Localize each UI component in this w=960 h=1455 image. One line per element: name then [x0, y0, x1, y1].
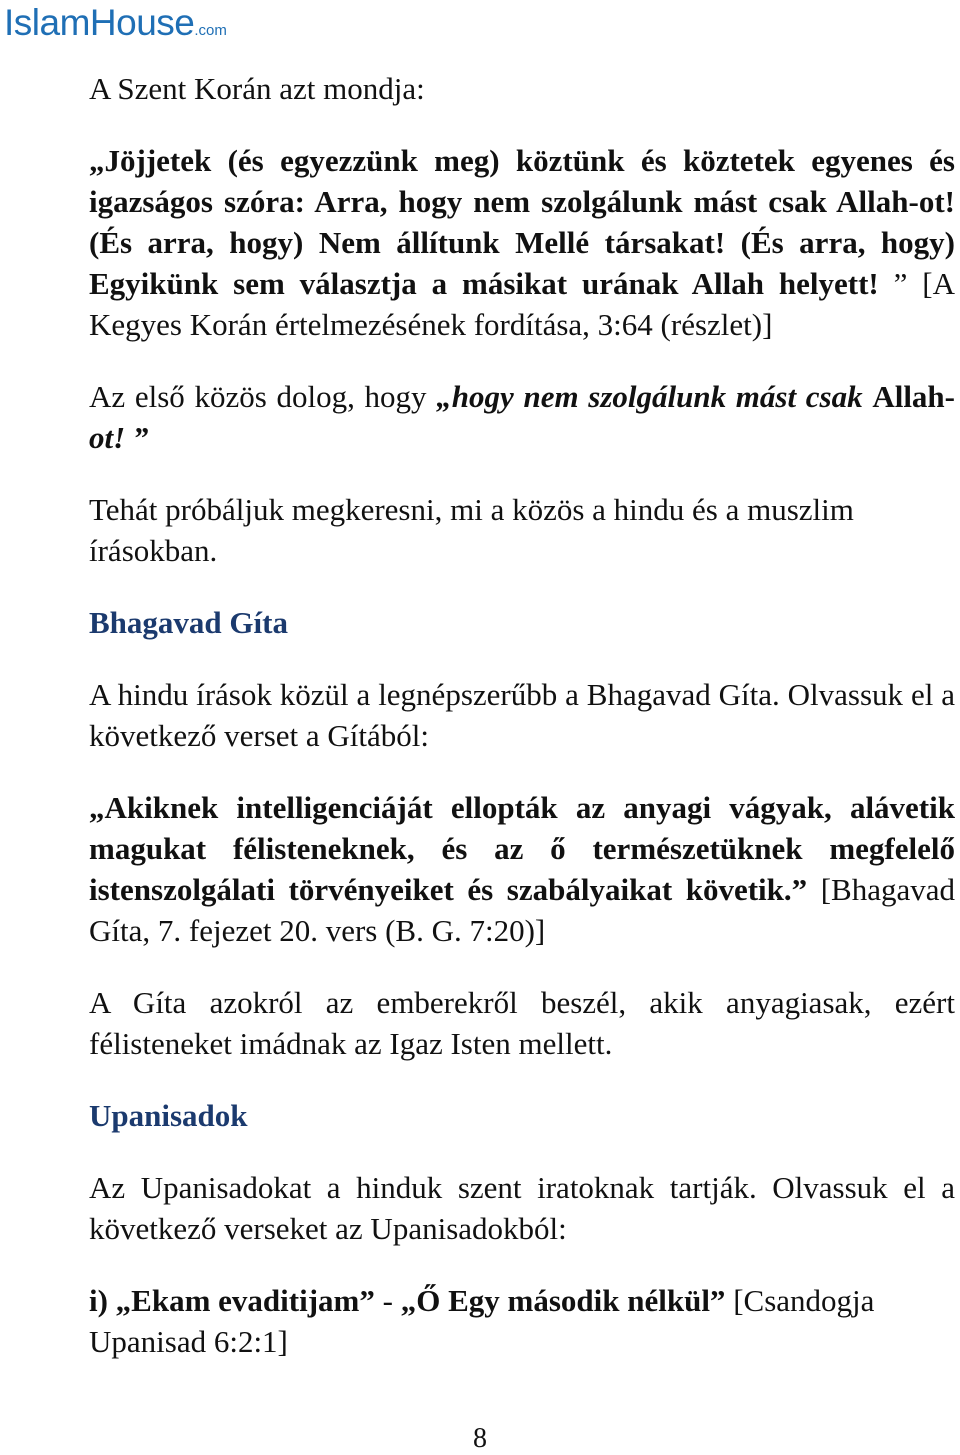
quran-quote-paragraph	[89, 140, 955, 345]
bhagavad-intro-paragraph: A hindu írások közül a legnépszerűbb a Bhagavad Gíta. Olvassuk el a következő verset a Gítából:	[89, 677, 955, 753]
intro-paragraph: A Szent Korán azt mondja:	[89, 71, 425, 106]
verse-1-reference: [Csandogja Upanisad 6:2:1]	[89, 1283, 875, 1359]
logo-suffix: .com	[194, 22, 227, 39]
first-common-allah: Allah-	[872, 379, 955, 414]
gita-quote: „Akiknek intelligenciáját ellopták az anyagi vágyak, alávetik magukat félisteneknek, és az ő természetüknek megfelelő istenszolgálati törvényeiket és szabályaikat követik.”	[89, 790, 955, 907]
page-number: 8	[473, 1423, 487, 1454]
bhagavad-gita-heading: Bhagavad Gíta	[89, 605, 288, 640]
gita-comment-paragraph: A Gíta azokról az emberekről beszél, akik anyagiasak, ezért félisteneket imádnak az Igaz Isten mellett.	[89, 985, 955, 1061]
first-common-paragraph	[89, 376, 955, 458]
gita-quote-paragraph	[89, 787, 955, 951]
verse-1-dash: -	[374, 1283, 401, 1318]
upanishads-heading: Upanisadok	[89, 1098, 248, 1133]
first-common-quote: „hogy nem szolgálunk mást csak	[436, 379, 873, 414]
page-content	[89, 66, 955, 1362]
quran-quote: „Jöjjetek (és egyezzünk meg) köztünk és köztetek egyenes és igazságos szóra: Arra, hogy nem szolgálunk mást csak Allah-ot! (És arra, hogy) Nem állítunk Mellé társakat! (És arra, hogy) Egyikünk sem választja a másikat urának Allah helyett!	[89, 143, 955, 301]
first-common-lead: Az első közös dolog, hogy	[89, 379, 437, 414]
quran-reference: ” [A Kegyes Korán értelmezésének fordítása, 3:64 (részlet)]	[89, 266, 955, 342]
upanishad-intro-paragraph: Az Upanisadokat a hinduk szent iratoknak tartják. Olvassuk el a következő verseket az Upanisadokból:	[89, 1170, 955, 1246]
verse-1-paragraph	[89, 1280, 955, 1362]
logo-wordmark: IslamHouse	[4, 2, 195, 43]
search-paragraph: Tehát próbáljuk megkeresni, mi a közös a hindu és a muszlim írásokban.	[89, 492, 854, 568]
islamhouse-logo	[4, 2, 227, 44]
first-common-quote-end: ot! ”	[89, 420, 149, 455]
verse-1-translation: „Ő Egy második nélkül”	[400, 1283, 726, 1318]
gita-reference: [Bhagavad Gíta, 7. fejezet 20. vers (B. G. 7:20)]	[89, 872, 956, 948]
verse-1-sanskrit: i) „Ekam evaditijam”	[89, 1283, 375, 1318]
